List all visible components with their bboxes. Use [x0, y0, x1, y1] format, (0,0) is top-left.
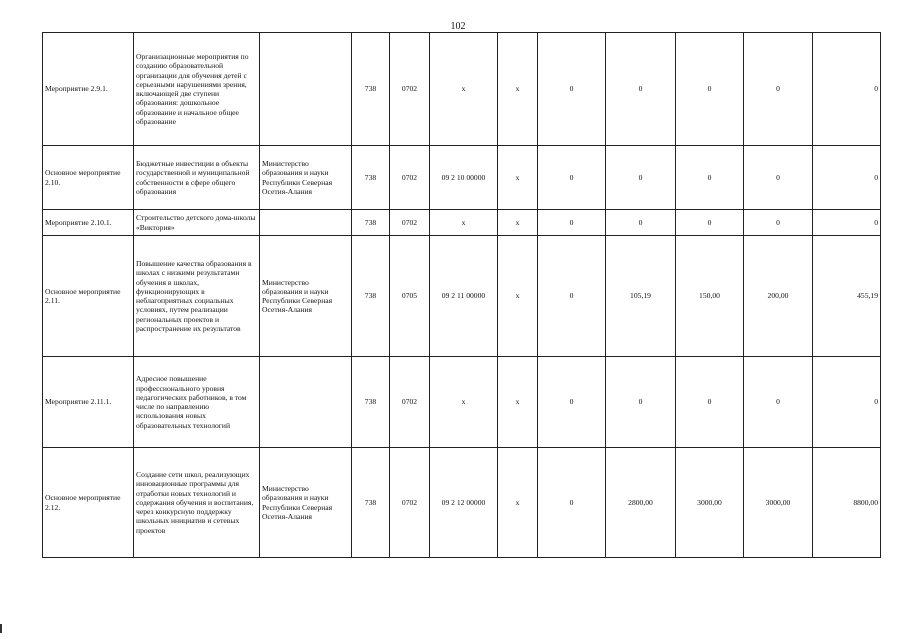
row-name: Основное мероприятие 2.11. [43, 236, 134, 357]
row-year-2: 2800,00 [606, 448, 676, 558]
table-row [43, 146, 881, 210]
row-year-1: 0 [538, 357, 606, 448]
row-description: Повышение качества образования в школах с низкими результатами обучения в школах, функционирующих в неблагоприятных социальных условиях, путем реализации региональных проектов и распространение их результатов [134, 236, 260, 357]
row-responsible [260, 33, 352, 146]
row-rzpr: 0702 [390, 357, 430, 448]
row-year-4: 0 [744, 146, 813, 210]
row-responsible [260, 210, 352, 236]
row-year-3: 0 [676, 146, 744, 210]
row-total: 0 [813, 210, 881, 236]
row-responsible: Министерство образования и науки Республики Северная Осетия-Алания [260, 448, 352, 558]
row-grbs: 738 [352, 357, 390, 448]
row-csr: x [430, 357, 498, 448]
row-name: Основное мероприятие 2.10. [43, 146, 134, 210]
row-year-1: 0 [538, 146, 606, 210]
row-year-3: 0 [676, 33, 744, 146]
row-csr: 09 2 12 00000 [430, 448, 498, 558]
row-name: Мероприятие 2.11.1. [43, 357, 134, 448]
row-total: 0 [813, 33, 881, 146]
row-year-3: 0 [676, 357, 744, 448]
table-row [43, 33, 881, 146]
row-description: Бюджетные инвестиции в объекты государственной и муниципальной собственности в сфере общего образования [134, 146, 260, 210]
row-total: 8800,00 [813, 448, 881, 558]
row-year-3: 0 [676, 210, 744, 236]
row-year-4: 0 [744, 210, 813, 236]
row-rzpr: 0702 [390, 33, 430, 146]
table-row [43, 448, 881, 558]
row-year-1: 0 [538, 236, 606, 357]
row-grbs: 738 [352, 448, 390, 558]
row-name: Мероприятие 2.9.1. [43, 33, 134, 146]
row-description: Создание сети школ, реализующих инновационные программы для отработки новых технологий и содержания обучения и воспитания, через конкурсную поддержку школьных инициатив и сетевых проектов [134, 448, 260, 558]
row-year-2: 0 [606, 357, 676, 448]
row-grbs: 738 [352, 236, 390, 357]
row-rzpr: 0702 [390, 146, 430, 210]
row-vr: x [498, 146, 538, 210]
row-name: Мероприятие 2.10.1. [43, 210, 134, 236]
row-csr: 09 2 11 00000 [430, 236, 498, 357]
row-year-4: 3000,00 [744, 448, 813, 558]
page-number: 102 [450, 21, 466, 32]
row-vr: x [498, 210, 538, 236]
row-year-4: 200,00 [744, 236, 813, 357]
row-responsible: Министерство образования и науки Республики Северная Осетия-Алания [260, 146, 352, 210]
row-total: 0 [813, 146, 881, 210]
row-description: Адресное повышение профессионального уровня педагогических работников, в том числе по направлению использования новых образовательных технологий [134, 357, 260, 448]
row-total: 455,19 [813, 236, 881, 357]
row-year-2: 0 [606, 33, 676, 146]
row-vr: x [498, 357, 538, 448]
row-year-4: 0 [744, 357, 813, 448]
row-year-4: 0 [744, 33, 813, 146]
row-csr: 09 2 10 00000 [430, 146, 498, 210]
row-year-1: 0 [538, 448, 606, 558]
row-vr: x [498, 448, 538, 558]
row-year-1: 0 [538, 210, 606, 236]
row-vr: x [498, 33, 538, 146]
row-responsible: Министерство образования и науки Республики Северная Осетия-Алания [260, 236, 352, 357]
row-vr: x [498, 236, 538, 357]
row-year-3: 150,00 [676, 236, 744, 357]
row-year-2: 105,19 [606, 236, 676, 357]
budget-table [42, 32, 881, 558]
row-description: Организационные мероприятия по созданию образовательной организации для обучения детей с серьезными нарушениями зрения, включающей две ступени образования: дошкольное образование и начальное общее образование [134, 33, 260, 146]
row-rzpr: 0702 [390, 448, 430, 558]
row-total: 0 [813, 357, 881, 448]
table-row [43, 357, 881, 448]
row-rzpr: 0702 [390, 210, 430, 236]
row-csr: x [430, 210, 498, 236]
row-year-1: 0 [538, 33, 606, 146]
table-row [43, 210, 881, 236]
row-responsible [260, 357, 352, 448]
row-rzpr: 0705 [390, 236, 430, 357]
scan-edge-mark [0, 624, 2, 633]
row-year-2: 0 [606, 146, 676, 210]
row-grbs: 738 [352, 146, 390, 210]
row-csr: x [430, 33, 498, 146]
row-grbs: 738 [352, 210, 390, 236]
row-grbs: 738 [352, 33, 390, 146]
table-row [43, 236, 881, 357]
row-year-2: 0 [606, 210, 676, 236]
row-year-3: 3000,00 [676, 448, 744, 558]
row-description: Строительство детского дома-школы «Виктория» [134, 210, 260, 236]
row-name: Основное мероприятие 2.12. [43, 448, 134, 558]
